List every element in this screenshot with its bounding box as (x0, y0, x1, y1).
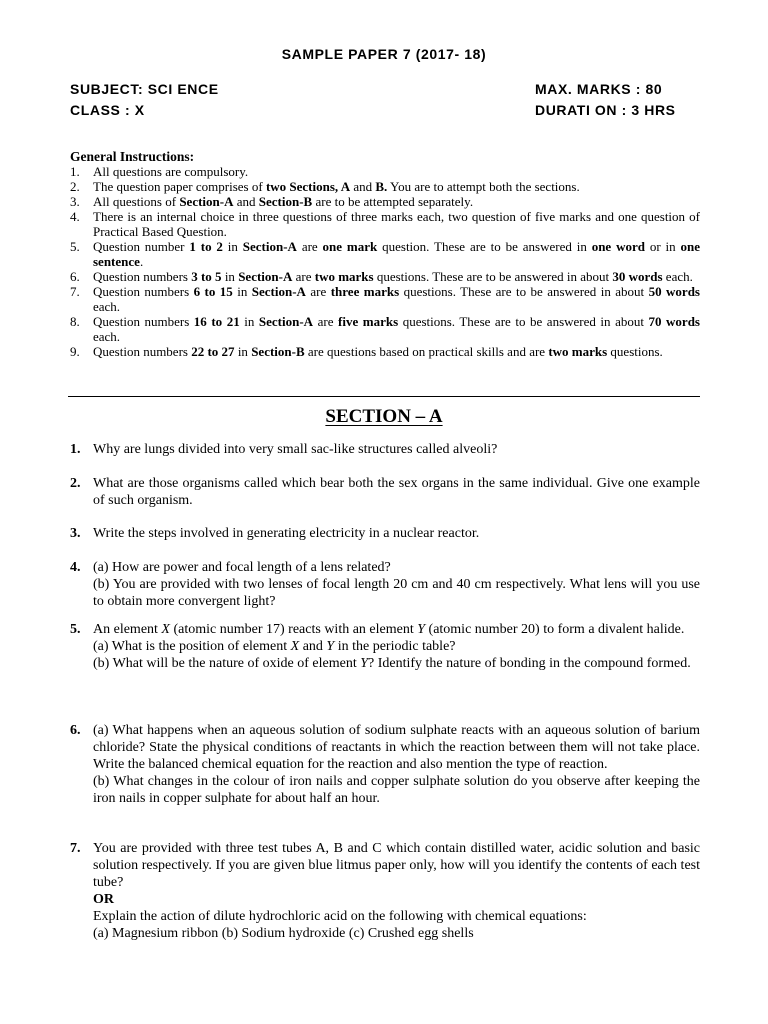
question-body (93, 475, 700, 509)
question-number: 3. (70, 526, 81, 541)
instruction-number: 3. (70, 194, 80, 209)
instruction-text: All questions are compulsory. (93, 164, 249, 179)
question-number: 5. (70, 622, 81, 637)
question-6 (70, 722, 700, 807)
question-line: An element X (atomic number 17) reacts with an element Y (atomic number 20) to form a divalent halide. (93, 622, 685, 637)
instructions-list (70, 164, 700, 359)
instruction-text: Question numbers 16 to 21 in Section-A are five marks questions. These are to be answered in about 70 words each. (93, 314, 700, 344)
question-body (93, 441, 700, 458)
question-line: (b) You are provided with two lenses of focal length 20 cm and 40 cm respectively. What lens will you use to obtain more convergent light? (93, 577, 700, 609)
instruction-number: 8. (70, 314, 80, 329)
paper-title: SAMPLE PAPER 7 (2017- 18) (281, 46, 487, 62)
question-line: (a) What is the position of element X and Y in the periodic table? (93, 639, 456, 654)
question-number: 2. (70, 476, 81, 491)
instruction-item (70, 314, 700, 344)
question-2 (70, 475, 700, 509)
instruction-text: Question numbers 6 to 15 in Section-A are three marks questions. These are to be answered in about 50 words each. (93, 284, 700, 314)
instruction-text: Question numbers 3 to 5 in Section-A are two marks questions. These are to be answered in about 30 words each. (93, 269, 693, 284)
question-line: You are provided with three test tubes A, B and C which contain distilled water, acidic solution and basic solution respectively. If you are given blue litmus paper only, how will you identify the contents of each test tube? (93, 841, 700, 890)
divider-line (68, 396, 700, 397)
instruction-number: 4. (70, 209, 80, 224)
question-7 (70, 840, 700, 942)
instruction-number: 6. (70, 269, 80, 284)
question-5 (70, 621, 700, 672)
question-line: (b) What changes in the colour of iron nails and copper sulphate solution do you observe after keeping the iron nails in copper sulphate for about half an hour. (93, 774, 700, 806)
section-title: SECTION – A (325, 406, 443, 427)
question-body (93, 722, 700, 807)
question-body (93, 840, 700, 942)
instruction-text: All questions of Section-A and Section-B are to be attempted separately. (93, 194, 474, 209)
subject-label: SUBJECT: SCI ENCE (70, 81, 219, 97)
instruction-text: The question paper comprises of two Sections, A and B. You are to attempt both the sections. (93, 179, 580, 194)
question-number: 7. (70, 841, 81, 856)
or-label: OR (93, 892, 114, 907)
instruction-item (70, 209, 700, 239)
class-label: CLASS : X (70, 102, 145, 118)
question-1 (70, 441, 700, 458)
instructions-heading: General Instructions: (70, 149, 195, 164)
question-number: 6. (70, 723, 81, 738)
instruction-text: Question number 1 to 2 in Section-A are one mark question. These are to be answered in one word or in one sentence. (93, 239, 700, 269)
question-line: (a) Magnesium ribbon (b) Sodium hydroxide (c) Crushed egg shells (93, 926, 474, 941)
question-body (93, 559, 700, 610)
instruction-item (70, 179, 700, 194)
question-line: Explain the action of dilute hydrochloric acid on the following with chemical equations: (93, 909, 587, 924)
instruction-number: 7. (70, 284, 80, 299)
question-line: (b) What will be the nature of oxide of element Y? Identify the nature of bonding in the compound formed. (93, 656, 691, 671)
instruction-number: 2. (70, 179, 80, 194)
instruction-item (70, 269, 700, 284)
instruction-item (70, 194, 700, 209)
max-marks-label: MAX. MARKS : 80 (535, 81, 663, 97)
question-3 (70, 525, 700, 542)
instruction-item (70, 239, 700, 269)
instruction-text: There is an internal choice in three questions of three marks each, two question of five marks and one question of Practical Based Question. (93, 209, 700, 239)
instruction-item (70, 284, 700, 314)
question-line: (a) How are power and focal length of a lens related? (93, 560, 391, 575)
instruction-item (70, 344, 700, 359)
question-line: Why are lungs divided into very small sac-like structures called alveoli? (93, 442, 498, 457)
duration-label: DURATI ON : 3 HRS (535, 102, 676, 118)
question-number: 4. (70, 560, 81, 575)
question-body (93, 525, 700, 542)
instruction-number: 1. (70, 164, 80, 179)
instruction-number: 9. (70, 344, 80, 359)
question-line: Write the steps involved in generating electricity in a nuclear reactor. (93, 526, 480, 541)
instruction-text: Question numbers 22 to 27 in Section-B are questions based on practical skills and are two marks questions. (93, 344, 663, 359)
question-4 (70, 559, 700, 610)
question-line: What are those organisms called which bear both the sex organs in the same individual. Give one example of such organism. (93, 476, 700, 508)
instruction-item (70, 164, 700, 179)
question-number: 1. (70, 442, 81, 457)
question-line: (a) What happens when an aqueous solution of sodium sulphate reacts with an aqueous solution of barium chloride? State the physical conditions of reactants in which the reaction between them will not take place. Write the balanced chemical equation for the reaction and also mention the type of reaction. (93, 723, 700, 772)
instruction-number: 5. (70, 239, 80, 254)
question-body (93, 621, 700, 672)
